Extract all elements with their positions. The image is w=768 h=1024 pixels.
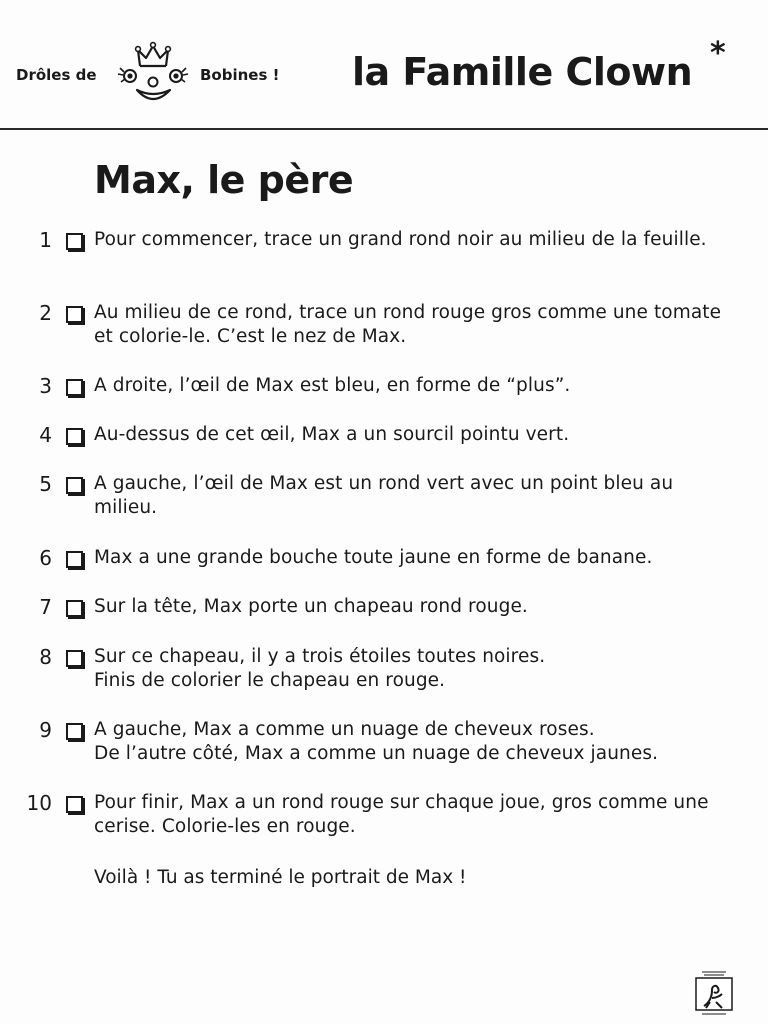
step-text: Pour commencer, trace un grand rond noir au milieu de la feuille.	[94, 229, 707, 250]
step-text: A gauche, l’œil de Max est un rond vert avec un point bleu au milieu.	[94, 473, 674, 518]
brand-right-text: Bobines !	[200, 66, 280, 84]
step-checkbox[interactable]	[66, 233, 83, 250]
step-number: 8	[39, 645, 52, 669]
page-title: Max, le père	[94, 158, 354, 202]
brand-left-text: Drôles de	[16, 66, 97, 84]
step-number: 4	[39, 423, 52, 447]
step-text: Au milieu de ce rond, trace un rond rouge gros comme une tomate et colorie-le. C’est le nez de Max.	[94, 302, 722, 347]
step-number: 5	[39, 472, 52, 496]
step-number: 3	[39, 374, 52, 398]
step-text: A droite, l’œil de Max est bleu, en forme de “plus”.	[94, 375, 571, 396]
step-number: 10	[26, 791, 52, 815]
step-checkbox[interactable]	[66, 600, 83, 617]
step-text: Max a une grande bouche toute jaune en forme de banane.	[94, 547, 653, 568]
header	[0, 0, 768, 130]
step-checkbox[interactable]	[66, 306, 83, 323]
step-text: Au-dessus de cet œil, Max a un sourcil pointu vert.	[94, 424, 570, 445]
series-title: la Famille Clown	[352, 50, 693, 94]
step-number: 9	[39, 718, 52, 742]
difficulty-asterisk: *	[710, 36, 726, 71]
header-divider	[0, 128, 768, 130]
step-checkbox[interactable]	[66, 551, 83, 568]
step-text: A gauche, Max a comme un nuage de cheveux roses. De l’autre côté, Max a comme un nuage de cheveux jaunes.	[94, 719, 659, 764]
step-number: 2	[39, 301, 52, 325]
closing-message: Voilà ! Tu as terminé le portrait de Max !	[94, 867, 467, 888]
step-text: Pour finir, Max a un rond rouge sur chaque joue, gros comme une cerise. Colorie-les en rouge.	[94, 792, 709, 837]
publisher-logo	[692, 968, 736, 1018]
step-checkbox[interactable]	[66, 650, 83, 667]
step-checkbox[interactable]	[66, 379, 83, 396]
step-checkbox[interactable]	[66, 796, 83, 813]
step-checkbox[interactable]	[66, 723, 83, 740]
step-number: 6	[39, 546, 52, 570]
step-checkbox[interactable]	[66, 477, 83, 494]
clown-face-logo	[110, 40, 196, 110]
step-checkbox[interactable]	[66, 428, 83, 445]
step-text: Sur ce chapeau, il y a trois étoiles toutes noires. Finis de colorier le chapeau en rouge.	[94, 646, 546, 691]
step-number: 1	[39, 228, 52, 252]
step-text: Sur la tête, Max porte un chapeau rond rouge.	[94, 596, 528, 617]
step-number: 7	[39, 595, 52, 619]
